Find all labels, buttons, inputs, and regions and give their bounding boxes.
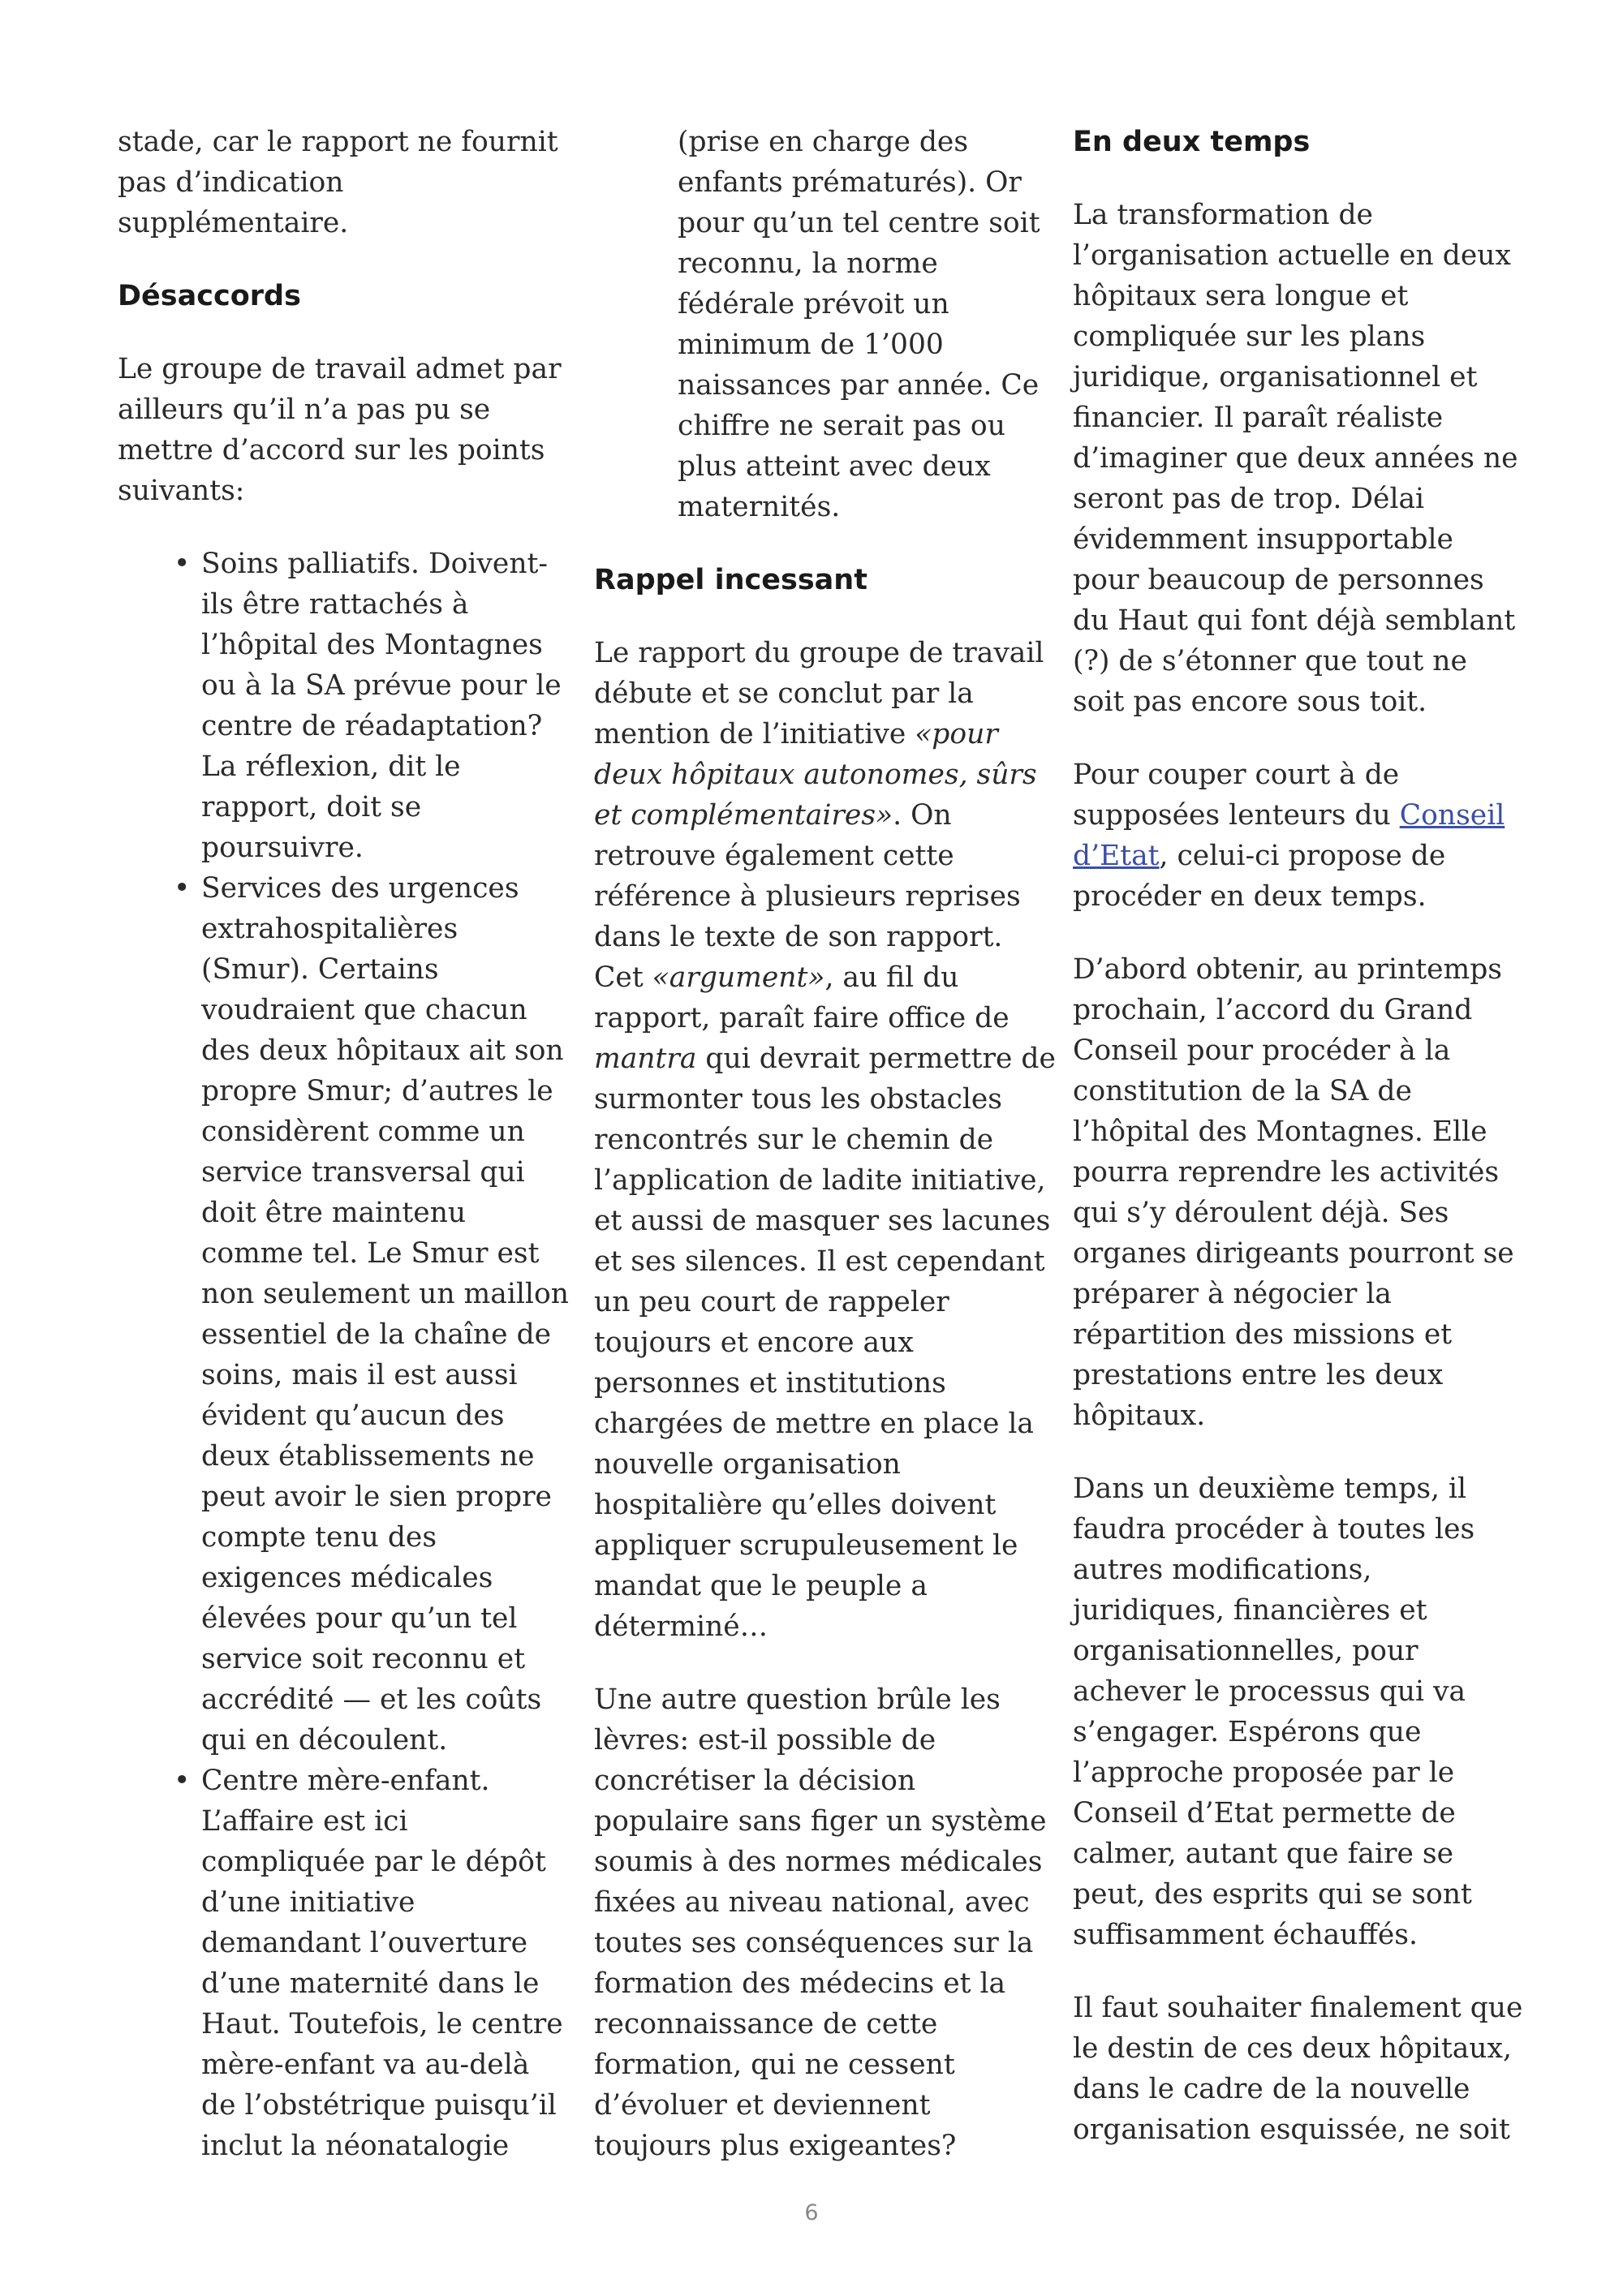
heading-desaccords: Désaccords [118, 280, 301, 312]
text-run: , celui-ci propose de procéder en deux temps. [1073, 840, 1446, 913]
column-2 [594, 122, 1057, 2199]
heading-en-deux-temps: En deux temps [1073, 126, 1311, 158]
text-run: Le rapport du groupe de travail débute et se conclut par la mention de l’initiative [594, 637, 1044, 750]
conseil-etat-link[interactable]: Conseil d’Etat [1073, 799, 1505, 872]
list-item-centre-mere-enfant: • Centre mère-enfant. L’affaire est ici compliquée par le dépôt d’une initiative demandant l’ouverture d’une maternité dans le Haut. Toutefois, le centre mère-enfant va au-delà de l’obstétrique puisqu’il inclut la néonatalogie [201, 1761, 572, 2166]
paragraph-couper-court [1073, 755, 1527, 917]
heading-rappel-incessant: Rappel incessant [594, 564, 867, 596]
paragraph-dabord: D’abord obtenir, au printemps prochain, l’accord du Grand Conseil pour procéder à la constitution de la SA de l’hôpital des Montagnes. Elle pourra reprendre les activités qui s’y déroulent déjà. Ses organes dirigeants pourront se préparer à négocier la répartition des missions et prestations entre les deux hôpitaux. [1073, 953, 1514, 1432]
paragraph-groupe-travail: Le groupe de travail admet par ailleurs qu’il n’a pas pu se mettre d’accord sur les points suivants: [118, 353, 562, 507]
paragraph-stade: stade, car le rapport ne fournit pas d’indication supplémentaire. [118, 126, 558, 239]
list-item-smur: • Services des urgences extrahospitalières (Smur). Certains voudraient que chacun des deux hôpitaux ait son propre Smur; d’autres le considèrent comme un service transversal qui doit être maintenu comme tel. Le Smur est non seulement un maillon essentiel de la chaîne de soins, mais il est aussi évident qu’aucun des deux établissements ne peut avoir le sien propre compte tenu des exigences médicales élevées pour qu’un tel service soit reconnu et accrédité — et les coûts qui en découlent. [201, 868, 572, 1761]
text-run: , au fil du rapport, paraît faire office de [594, 961, 1010, 1034]
desaccords-list [118, 544, 572, 2166]
paragraph-souhaiter: Il faut souhaiter finalement que le destin de ces deux hôpitaux, dans le cadre de la nouvelle organisation esquissée, ne soit [1073, 1992, 1523, 2146]
paragraph-transformation: La transformation de l’organisation actuelle en deux hôpitaux sera longue et compliquée sur les plans juridique, organisationnel et financier. Il paraît réaliste d’imaginer que deux années ne seront pas de trop. Délai évidemment insupportable pour beaucoup de personnes du Haut qui font déjà semblant (?) de s’étonner que tout ne soit pas encore sous toit. [1073, 199, 1518, 718]
text-run: . On retrouve également cette référence à plusieurs reprises dans le texte de son rapport. Cet [594, 799, 1021, 994]
paragraph-deuxieme-temps: Dans un deuxième temps, il faudra procéder à toutes les autres modifications, juridiques, financières et organisationnelles, pour achever le processus qui va s’engager. Espérons que l’approche proposée par le Conseil d’Etat permette de calmer, autant que faire se peut, des esprits qui se sont suffisamment échauffés. [1073, 1473, 1475, 1951]
mantra-word: mantra [594, 1043, 697, 1075]
text-run: qui devrait permettre de surmonter tous les obstacles rencontrés sur le chemin de l’application de ladite initiative, et aussi de masquer ses lacunes et ses silences. Il est cependant un peu court de rappeler toujours et encore aux personnes et institutions chargées de mettre en place la nouvelle organisation hospitalière qu’elles doivent appliquer scrupuleusement le mandat que le peuple a déterminé… [594, 1043, 1056, 1643]
paragraph-rapport-groupe [594, 633, 1057, 1647]
page-number: 6 [804, 2200, 819, 2225]
text-run: Pour couper court à de supposées lenteurs du [1073, 759, 1400, 832]
paragraph-autre-question: Une autre question brûle les lèvres: est-il possible de concrétiser la décision populaire sans figer un système soumis à des normes médicales fixées au niveau national, avec toutes ses conséquences sur la formation des médecins et la reconnaissance de cette formation, qui ne cessent d’évoluer et deviennent toujours plus exigeantes? [594, 1683, 1047, 2162]
initiative-quote: «pour deux hôpitaux autonomes, sûrs et complémentaires» [594, 718, 1037, 832]
argument-quote: «argument» [652, 961, 825, 994]
list-item-soins-palliatifs: • Soins palliatifs. Doivent-ils être rattachés à l’hôpital des Montagnes ou à la SA prévue pour le centre de réadaptation? La réflexion, dit le rapport, doit se poursuivre. [201, 544, 572, 868]
column-1 [118, 122, 572, 2166]
column-3 [1073, 122, 1527, 2182]
paragraph-continuation: (prise en charge des enfants prématurés). Or pour qu’un tel centre soit reconnu, la norme fédérale prévoit un minimum de 1’000 naissances par année. Ce chiffre ne serait pas ou plus atteint avec deux maternités. [678, 126, 1040, 523]
